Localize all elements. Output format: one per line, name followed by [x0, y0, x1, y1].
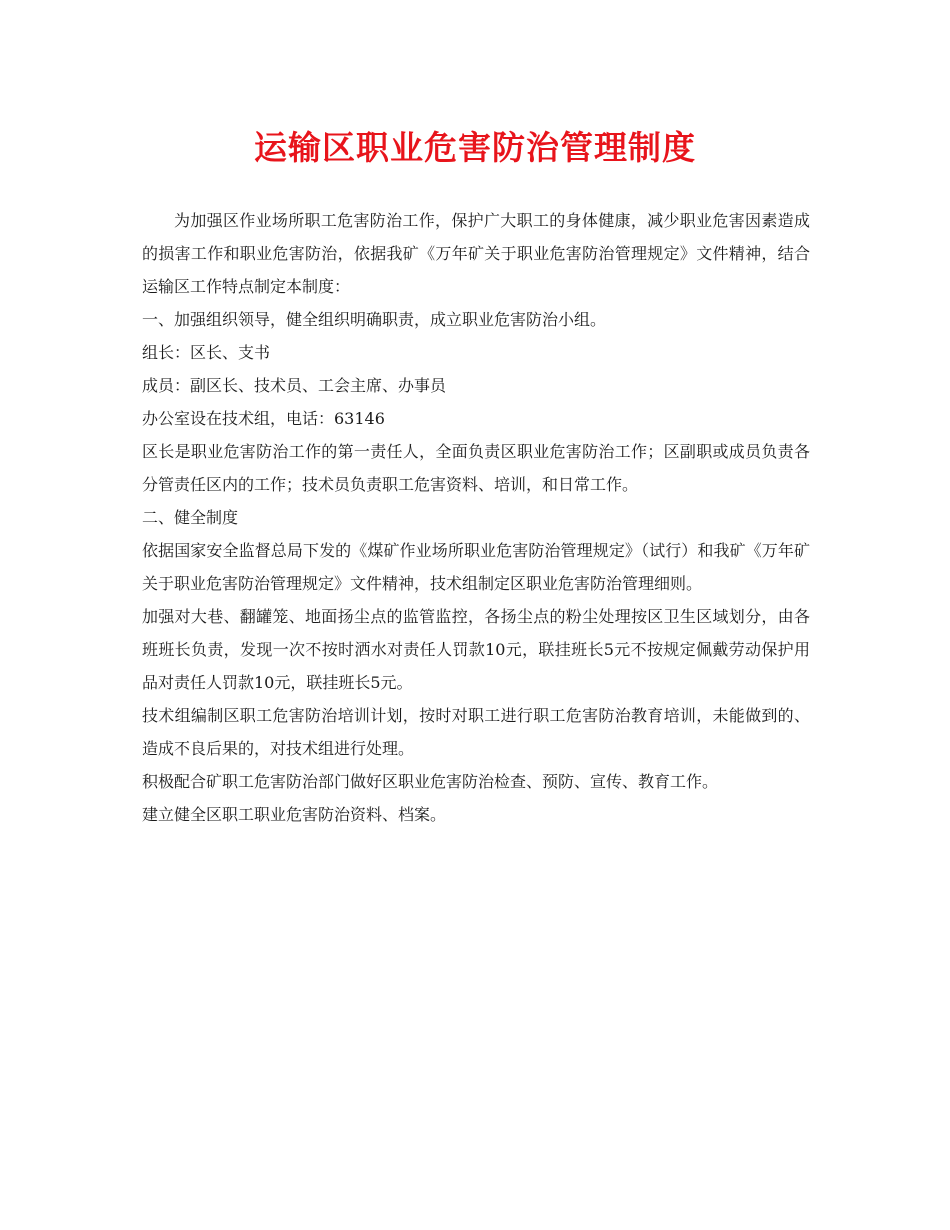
section-heading-organization: 一、加强组织领导，健全组织明确职责，成立职业危害防治小组。: [142, 310, 607, 329]
document-body: [142, 204, 810, 831]
records-paragraph: 建立健全区职工职业危害防治资料、档案。: [142, 805, 447, 824]
office-contact-line: 办公室设在技术组，电话：63146: [142, 409, 385, 428]
regulation-paragraph: 依据国家安全监督总局下发的《煤矿作业场所职业危害防治管理规定》（试行）和我矿《万年矿关于职业危害防治管理规定》文件精神，技术组制定区职业危害防治管理细则。: [142, 541, 810, 593]
document-title: 运输区职业危害防治管理制度: [254, 128, 696, 167]
cooperation-paragraph: 积极配合矿职工危害防治部门做好区职业危害防治检查、预防、宣传、教育工作。: [142, 772, 719, 791]
section-heading-system: 二、健全制度: [142, 508, 239, 527]
team-leader-line: 组长：区长、支书: [142, 343, 271, 362]
intro-paragraph: 为加强区作业场所职工危害防治工作，保护广大职工的身体健康，减少职业危害因素造成的损害工作和职业危害防治，依据我矿《万年矿关于职业危害防治管理规定》文件精神，结合运输区工作特点制定本制度：: [142, 211, 810, 296]
training-paragraph: 技术组编制区职工危害防治培训计划，按时对职工进行职工危害防治教育培训，未能做到的、造成不良后果的，对技术组进行处理。: [142, 706, 810, 758]
dust-control-paragraph: 加强对大巷、翻罐笼、地面扬尘点的监管监控，各扬尘点的粉尘处理按区卫生区域划分，由各班班长负责，发现一次不按时洒水对责任人罚款10元，联挂班长5元不按规定佩戴劳动保护用品对责任人罚款10元，联挂班长5元。: [142, 607, 810, 692]
team-members-line: 成员：副区长、技术员、工会主席、办事员: [142, 376, 447, 395]
responsibility-paragraph: 区长是职业危害防治工作的第一责任人，全面负责区职业危害防治工作；区副职或成员负责各分管责任区内的工作；技术员负责职工危害资料、培训，和日常工作。: [142, 442, 810, 494]
